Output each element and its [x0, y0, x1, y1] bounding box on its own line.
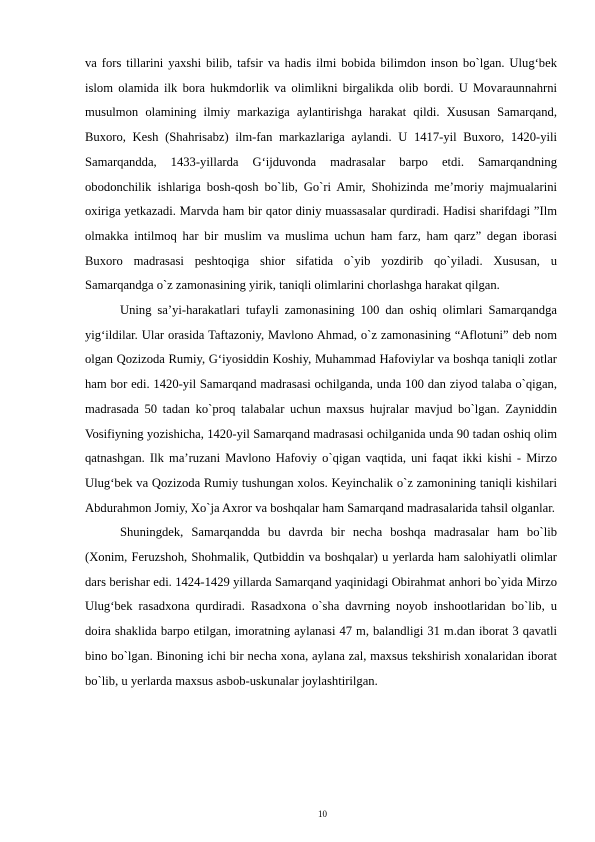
- document-page: [85, 51, 557, 693]
- paragraph-ulugbek-scholarship: va fors tillarini yaxshi bilib, tafsir va hadis ilmi bobida bilimdon inson bo`lgan. Ulug‘bek islom olamida ilk bora hukmdorlik va olimlikni birgalikda olib bordi. U Movaraunnahrni musulmon olamining ilmiy markaziga aylantirishga harakat qildi. Xususan Samarqand, Buxoro, Kesh (Shahrisabz) ilm-fan markazlariga aylandi. U 1417-yil Buxoro, 1420-yili Samarqandda, 1433-yillarda G‘ijduvonda madrasalar barpo etdi. Samarqandning obodonchilik ishlariga bosh-qosh bo`lib, Go`ri Amir, Shohizinda me’moriy majmualarini oxiriga yetkazadi. Marvda ham bir qator diniy muassasalar qurdiradi. Hadisi sharifdagi ”Ilm olmakka intilmoq har bir muslim va muslima uchun ham farz, ham qarz” degan iborasi Buxoro madrasasi peshtoqiga shior sifatida o`yib yozdirib qo`yiladi. Xususan, u Samarqandga o`z zamonasining yirik, taniqli olimlarini chorlashga harakat qilgan.: [85, 56, 557, 293]
- paragraph-samarkand-scholars: Uning sa’yi-harakatlari tufayli zamonasining 100 dan oshiq olimlari Samarqandga yig‘ildilar. Ular orasida Taftazoniy, Mavlono Ahmad, o`z zamonasining “Aflotuni” deb nom olgan Qozizoda Rumiy, G‘iyosiddin Koshiy, Muhammad Hafoviylar va boshqa taniqli zotlar ham bor edi. 1420-yil Samarqand madrasasi ochilganda, unda 100 dan ziyod talaba o`qigan, madrasada 50 tadan ko`proq talabalar uchun maxsus hujralar mavjud bo`lgan. Zayniddin Vosifiyning yozishicha, 1420-yil Samarqand madrasasi ochilganida unda 90 tadan oshiq olim qatnashgan. Ilk ma’ruzani Mavlono Hafoviy o`qigan vaqtida, uni faqat ikki kishi - Mirzo Ulug‘bek va Qozizoda Rumiy tushungan xolos. Keyinchalik o`z zamonining taniqli kishilari Abdurahmon Jomiy, Xo`ja Axror va boshqalar ham Samarqand madrasalarida tahsil olganlar.: [85, 303, 557, 515]
- paragraph-madrasas-observatory: Shuningdek, Samarqandda bu davrda bir necha boshqa madrasalar ham bo`lib (Xonim, Feruzshoh, Shohmalik, Qutbiddin va boshqalar) u yerlarda ham salohiyatli olimlar dars berishar edi. 1424-1429 yillarda Samarqand yaqinidagi Obirahmat anhori bo`yida Mirzo Ulug‘bek rasadxona qurdiradi. Rasadxona o`sha davrning noyob inshootlaridan bo`lib, u doira shaklida barpo etilgan, imoratning aylanasi 47 m, balandligi 31 m.dan iborat 3 qavatli bino bo`lgan. Binoning ichi bir necha xona, aylana zal, maxsus tekshirish xonalaridan iborat bo`lib, u yerlarda maxsus asbob-uskunalar joylashtirilgan.: [85, 525, 557, 688]
- page-number: 10: [318, 809, 327, 819]
